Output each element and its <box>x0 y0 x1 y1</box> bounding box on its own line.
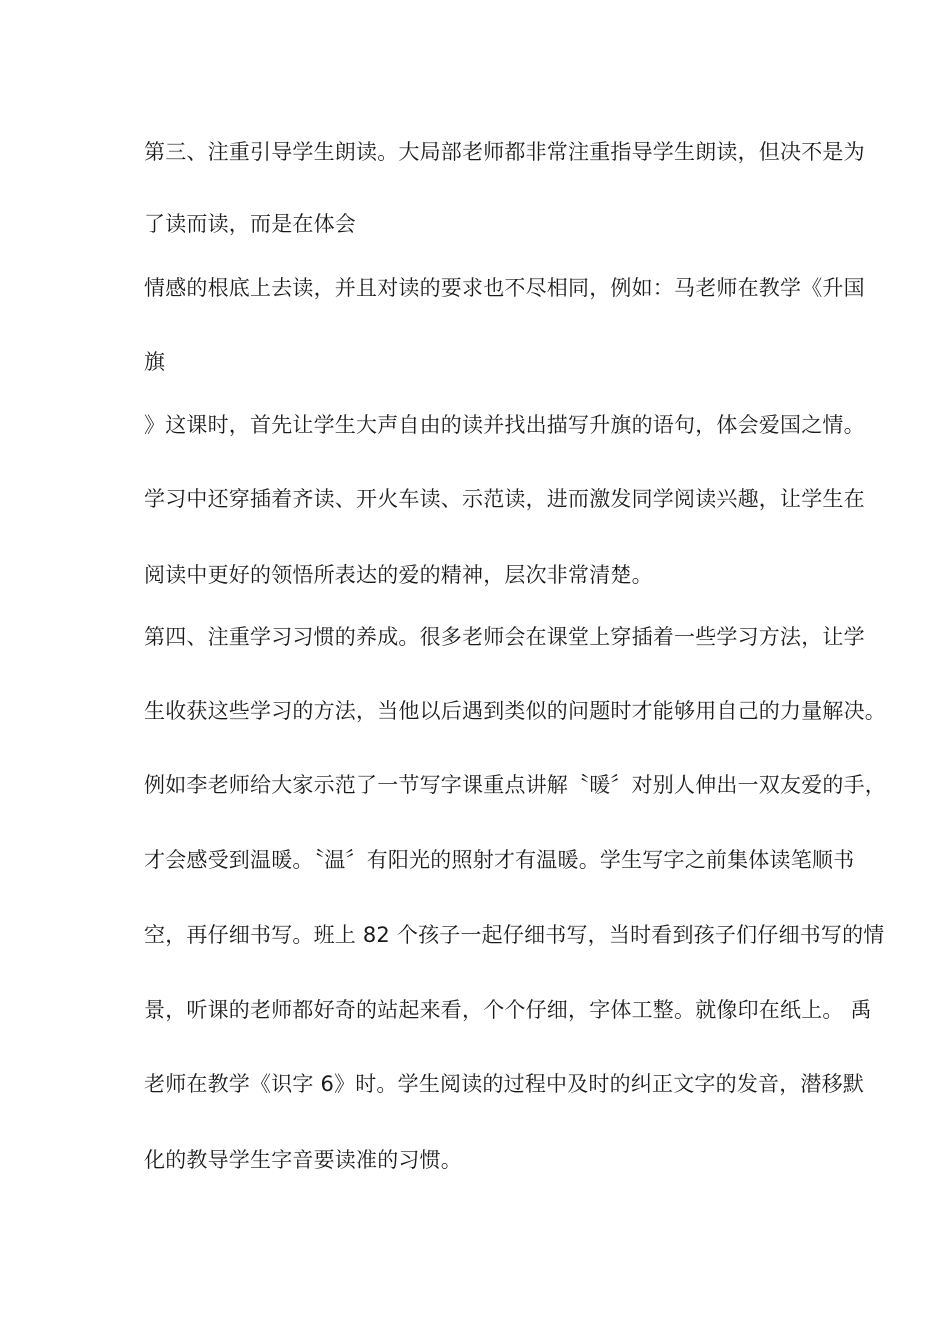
text-line-1: 第三、注重引导学生朗读。大局部老师都非常注重指导学生朗读，但决不是为 <box>144 140 865 164</box>
text-line-9: 生收获这些学习的方法，当他以后遇到类似的问题时才能够用自己的力量解决。 <box>144 699 886 723</box>
text-line-7: 阅读中更好的领悟所表达的爱的精神，层次非常清楚。 <box>144 563 653 587</box>
text-line-11: 才会感受到温暖。〝温〞有阳光的照射才有温暖。学生写字之前集体读笔顺书 <box>144 848 855 872</box>
text-line-10: 例如李老师给大家示范了一节写字课重点讲解〝暖〞对别人伸出一双友爱的手， <box>144 773 886 797</box>
text-line-2: 了读而读，而是在体会 <box>144 212 356 236</box>
text-line-5: 》这课时，首先让学生大声自由的读并找出描写升旗的语句，体会爱国之情。 <box>144 413 865 437</box>
text-line-3: 情感的根底上去读，并且对读的要求也不尽相同，例如：马老师在教学《升国 <box>144 276 865 300</box>
text-line-14: 老师在教学《识字 6》时。学生阅读的过程中及时的纠正文字的发音，潜移默 <box>144 1072 865 1096</box>
text-line-4: 旗 <box>144 350 166 374</box>
text-line-8: 第四、注重学习习惯的养成。很多老师会在课堂上穿插着一些学习方法，让学 <box>144 625 865 649</box>
text-line-15: 化的教导学生字音要读准的习惯。 <box>144 1148 462 1172</box>
text-line-13: 景，听课的老师都好奇的站起来看，个个仔细，字体工整。就像印在纸上。 禹 <box>144 998 872 1022</box>
text-line-12: 空，再仔细书写。班上 82 个孩子一起仔细书写，当时看到孩子们仔细书写的情 <box>144 923 885 947</box>
text-line-6: 学习中还穿插着齐读、开火车读、示范读，进而激发同学阅读兴趣，让学生在 <box>144 487 865 511</box>
